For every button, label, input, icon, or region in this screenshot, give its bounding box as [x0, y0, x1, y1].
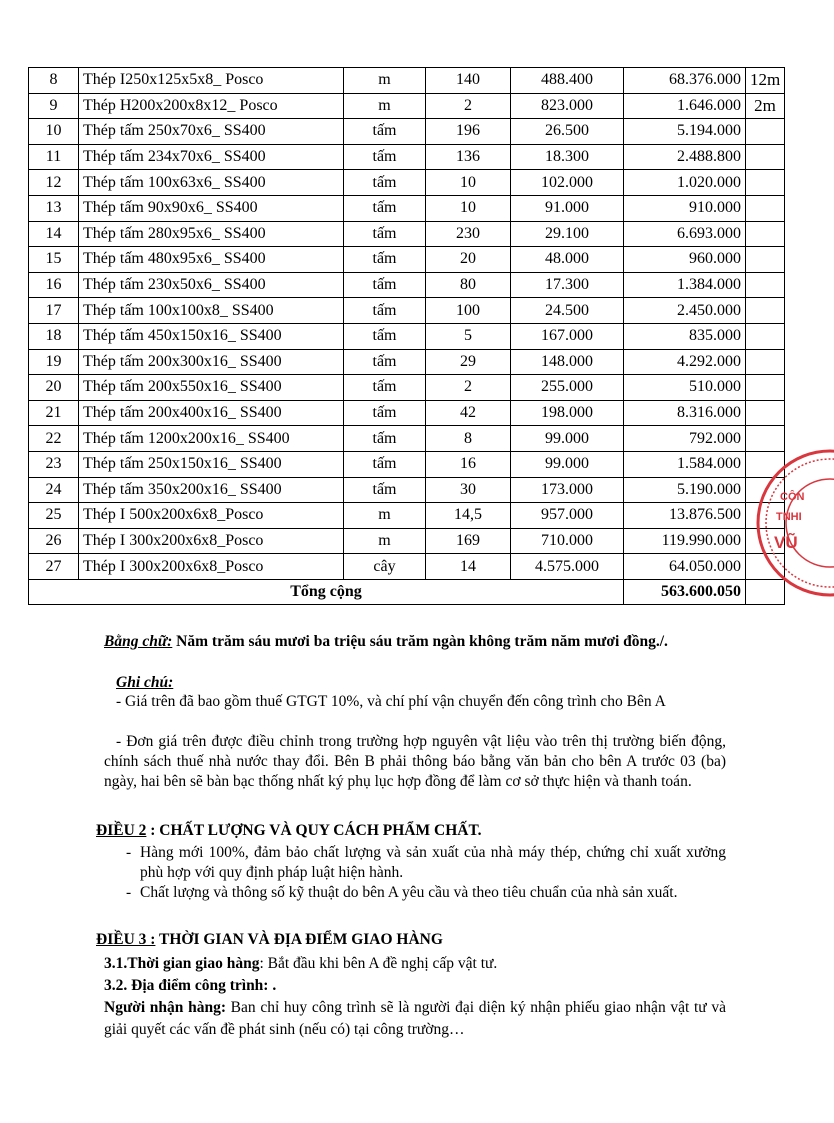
item-unit-price: 24.500	[511, 298, 624, 324]
item-note	[746, 400, 785, 426]
article-3-heading	[96, 931, 443, 949]
article-2-heading	[96, 822, 482, 840]
item-quantity: 80	[426, 272, 511, 298]
table-row	[29, 221, 785, 247]
price-table	[28, 67, 785, 605]
item-name: Thép tấm 234x70x6_ SS400	[79, 144, 344, 170]
item-unit: m	[344, 93, 426, 119]
item-total: 1.584.000	[624, 451, 746, 477]
row-number: 14	[29, 221, 79, 247]
item-note	[746, 195, 785, 221]
table-row	[29, 93, 785, 119]
svg-text:VŨ: VŨ	[774, 533, 798, 552]
item-total: 2.488.800	[624, 144, 746, 170]
article-3-title: THỜI GIAN VÀ ĐỊA ĐIỂM GIAO HÀNG	[155, 931, 443, 948]
item-name: Thép tấm 450x150x16_ SS400	[79, 323, 344, 349]
row-number: 12	[29, 170, 79, 196]
item-total: 1.646.000	[624, 93, 746, 119]
item-unit-price: 18.300	[511, 144, 624, 170]
row-number: 13	[29, 195, 79, 221]
item-quantity: 10	[426, 195, 511, 221]
item-unit-price: 255.000	[511, 375, 624, 401]
item-total: 64.050.000	[624, 554, 746, 580]
amount-words-label: Bằng chữ:	[104, 633, 173, 650]
item-unit: tấm	[344, 272, 426, 298]
amount-in-words	[104, 632, 726, 652]
item-total: 960.000	[624, 247, 746, 273]
delivery-place-label: 3.2. Địa điểm công trình:	[104, 977, 269, 994]
item-unit: tấm	[344, 323, 426, 349]
delivery-place-text: .	[268, 977, 277, 994]
item-unit: tấm	[344, 400, 426, 426]
delivery-place	[104, 975, 726, 997]
stamp-seal	[754, 448, 834, 598]
item-name: Thép H200x200x8x12_ Posco	[79, 93, 344, 119]
item-unit-price: 173.000	[511, 477, 624, 503]
table-row	[29, 272, 785, 298]
article-2-label: ĐIỀU 2	[96, 822, 147, 839]
item-unit-price: 29.100	[511, 221, 624, 247]
item-name: Thép tấm 200x550x16_ SS400	[79, 375, 344, 401]
table-row	[29, 68, 785, 94]
item-quantity: 5	[426, 323, 511, 349]
item-name: Thép tấm 350x200x16_ SS400	[79, 477, 344, 503]
amount-words-text: Năm trăm sáu mươi ba triệu sáu trăm ngàn không trăm năm mươi đồng./.	[172, 633, 668, 650]
item-unit: tấm	[344, 477, 426, 503]
item-name: Thép I 500x200x6x8_Posco	[79, 503, 344, 529]
item-total: 792.000	[624, 426, 746, 452]
price-table-body	[29, 68, 785, 580]
item-unit-price: 99.000	[511, 451, 624, 477]
row-number: 20	[29, 375, 79, 401]
item-total: 5.190.000	[624, 477, 746, 503]
item-total: 5.194.000	[624, 119, 746, 145]
total-value: 563.600.050	[624, 579, 746, 605]
row-number: 27	[29, 554, 79, 580]
item-unit: tấm	[344, 119, 426, 145]
item-unit: tấm	[344, 375, 426, 401]
article-2-list	[126, 843, 726, 903]
row-number: 16	[29, 272, 79, 298]
article-2-item-2: - Chất lượng và thông số kỹ thuật do bên A yêu cầu và theo tiêu chuẩn của nhà sản xuất.	[126, 883, 726, 903]
item-unit: tấm	[344, 247, 426, 273]
item-name: Thép I 300x200x6x8_Posco	[79, 554, 344, 580]
item-note: 12m	[746, 68, 785, 94]
item-name: Thép I250x125x5x8_ Posco	[79, 68, 344, 94]
company-stamp	[754, 448, 805, 598]
item-name: Thép tấm 480x95x6_ SS400	[79, 247, 344, 273]
article-3-label: ĐIỀU 3 :	[96, 931, 156, 948]
item-name: Thép tấm 200x300x16_ SS400	[79, 349, 344, 375]
delivery-time-label: 3.1.Thời gian giao hàng	[104, 955, 260, 972]
item-name: Thép tấm 280x95x6_ SS400	[79, 221, 344, 247]
item-total: 835.000	[624, 323, 746, 349]
item-note	[746, 119, 785, 145]
row-number: 26	[29, 528, 79, 554]
item-note	[746, 375, 785, 401]
item-quantity: 10	[426, 170, 511, 196]
note-1	[104, 692, 726, 712]
item-note	[746, 272, 785, 298]
receiver-text: Ban chỉ huy công trình sẽ là người đại diện ký nhận phiếu giao nhận vật tư và giải quyết các vấn đề phát sinh (nếu có) tại công trường…	[104, 999, 726, 1038]
item-total: 68.376.000	[624, 68, 746, 94]
item-quantity: 196	[426, 119, 511, 145]
item-name: Thép tấm 100x100x8_ SS400	[79, 298, 344, 324]
total-label: Tổng cộng	[29, 579, 624, 605]
item-unit-price: 198.000	[511, 400, 624, 426]
item-unit: tấm	[344, 298, 426, 324]
table-row	[29, 195, 785, 221]
item-name: Thép tấm 230x50x6_ SS400	[79, 272, 344, 298]
item-name: Thép tấm 250x70x6_ SS400	[79, 119, 344, 145]
table-row	[29, 503, 785, 529]
table-row	[29, 349, 785, 375]
item-total: 2.450.000	[624, 298, 746, 324]
item-quantity: 136	[426, 144, 511, 170]
item-total: 13.876.500	[624, 503, 746, 529]
item-unit-price: 48.000	[511, 247, 624, 273]
row-number: 11	[29, 144, 79, 170]
item-quantity: 230	[426, 221, 511, 247]
table-row	[29, 426, 785, 452]
item-note	[746, 349, 785, 375]
item-unit: tấm	[344, 170, 426, 196]
item-total: 1.384.000	[624, 272, 746, 298]
table-row	[29, 298, 785, 324]
item-unit: cây	[344, 554, 426, 580]
item-unit: tấm	[344, 195, 426, 221]
item-quantity: 2	[426, 93, 511, 119]
item-name: Thép tấm 1200x200x16_ SS400	[79, 426, 344, 452]
item-name: Thép tấm 90x90x6_ SS400	[79, 195, 344, 221]
receiver	[104, 997, 726, 1041]
article-2-item-1: - Hàng mới 100%, đảm bảo chất lượng và sản xuất của nhà máy thép, chứng chỉ xuất xưởng phù hợp với quy định pháp luật hiện hành.	[126, 843, 726, 883]
item-unit: tấm	[344, 426, 426, 452]
receiver-label: Người nhận hàng:	[104, 999, 226, 1016]
item-quantity: 8	[426, 426, 511, 452]
row-number: 19	[29, 349, 79, 375]
row-number: 9	[29, 93, 79, 119]
item-unit-price: 99.000	[511, 426, 624, 452]
item-note	[746, 170, 785, 196]
item-unit: tấm	[344, 451, 426, 477]
item-name: Thép I 300x200x6x8_Posco	[79, 528, 344, 554]
item-total: 4.292.000	[624, 349, 746, 375]
total-row	[29, 579, 785, 605]
item-unit-price: 17.300	[511, 272, 624, 298]
row-number: 15	[29, 247, 79, 273]
row-number: 22	[29, 426, 79, 452]
table-row	[29, 554, 785, 580]
item-total: 6.693.000	[624, 221, 746, 247]
table-row	[29, 323, 785, 349]
item-unit-price: 4.575.000	[511, 554, 624, 580]
item-unit: m	[344, 528, 426, 554]
row-number: 24	[29, 477, 79, 503]
row-number: 23	[29, 451, 79, 477]
item-unit: tấm	[344, 349, 426, 375]
item-quantity: 140	[426, 68, 511, 94]
item-quantity: 14,5	[426, 503, 511, 529]
row-number: 17	[29, 298, 79, 324]
item-note	[746, 144, 785, 170]
item-quantity: 14	[426, 554, 511, 580]
item-quantity: 16	[426, 451, 511, 477]
item-unit: tấm	[344, 221, 426, 247]
item-unit-price: 148.000	[511, 349, 624, 375]
item-note: 2m	[746, 93, 785, 119]
item-total: 510.000	[624, 375, 746, 401]
item-quantity: 100	[426, 298, 511, 324]
table-row	[29, 477, 785, 503]
item-unit-price: 823.000	[511, 93, 624, 119]
table-row	[29, 119, 785, 145]
item-name: Thép tấm 200x400x16_ SS400	[79, 400, 344, 426]
item-unit-price: 710.000	[511, 528, 624, 554]
svg-text:CÔN: CÔN	[780, 491, 805, 503]
row-number: 8	[29, 68, 79, 94]
svg-text:TNHI: TNHI	[776, 511, 802, 523]
table-row	[29, 247, 785, 273]
item-quantity: 2	[426, 375, 511, 401]
item-name: Thép tấm 250x150x16_ SS400	[79, 451, 344, 477]
item-total: 1.020.000	[624, 170, 746, 196]
item-unit-price: 167.000	[511, 323, 624, 349]
item-unit-price: 488.400	[511, 68, 624, 94]
item-note	[746, 221, 785, 247]
item-unit-price: 91.000	[511, 195, 624, 221]
item-name: Thép tấm 100x63x6_ SS400	[79, 170, 344, 196]
table-row	[29, 451, 785, 477]
item-quantity: 42	[426, 400, 511, 426]
item-note	[746, 323, 785, 349]
item-unit: m	[344, 68, 426, 94]
note-1-text: - Giá trên đã bao gồm thuế GTGT 10%, và chí phí vận chuyển đến công trình cho Bên A	[116, 693, 666, 710]
table-row	[29, 400, 785, 426]
row-number: 21	[29, 400, 79, 426]
item-quantity: 29	[426, 349, 511, 375]
row-number: 25	[29, 503, 79, 529]
item-total: 119.990.000	[624, 528, 746, 554]
table-row	[29, 144, 785, 170]
row-number: 10	[29, 119, 79, 145]
item-quantity: 20	[426, 247, 511, 273]
item-unit: m	[344, 503, 426, 529]
table-row	[29, 170, 785, 196]
item-quantity: 169	[426, 528, 511, 554]
row-number: 18	[29, 323, 79, 349]
item-note	[746, 298, 785, 324]
table-row	[29, 375, 785, 401]
item-unit: tấm	[344, 144, 426, 170]
note-2	[104, 732, 726, 792]
item-quantity: 30	[426, 477, 511, 503]
item-unit-price: 102.000	[511, 170, 624, 196]
table-row	[29, 528, 785, 554]
item-note	[746, 247, 785, 273]
item-unit-price: 957.000	[511, 503, 624, 529]
delivery-time	[104, 953, 726, 975]
article-2-title: : CHẤT LƯỢNG VÀ QUY CÁCH PHẨM CHẤT.	[146, 822, 482, 839]
note-2-text: - Đơn giá trên được điều chỉnh trong trường hợp nguyên vật liệu vào trên thị trường biến động, chính sách thuế nhà nước thay đổi. Bên B phải thông báo bằng văn bản cho bên A trước 03 (ba) ngày, hai bên sẽ bàn bạc thống nhất ký phụ lục hợp đồng để làm cơ sở thực hiện và thanh toán.	[104, 733, 726, 790]
item-unit-price: 26.500	[511, 119, 624, 145]
item-total: 8.316.000	[624, 400, 746, 426]
item-total: 910.000	[624, 195, 746, 221]
delivery-time-text: : Bắt đầu khi bên A đề nghị cấp vật tư.	[259, 955, 498, 972]
notes-label-wrap	[116, 673, 316, 693]
notes-label: Ghi chú:	[116, 674, 174, 691]
